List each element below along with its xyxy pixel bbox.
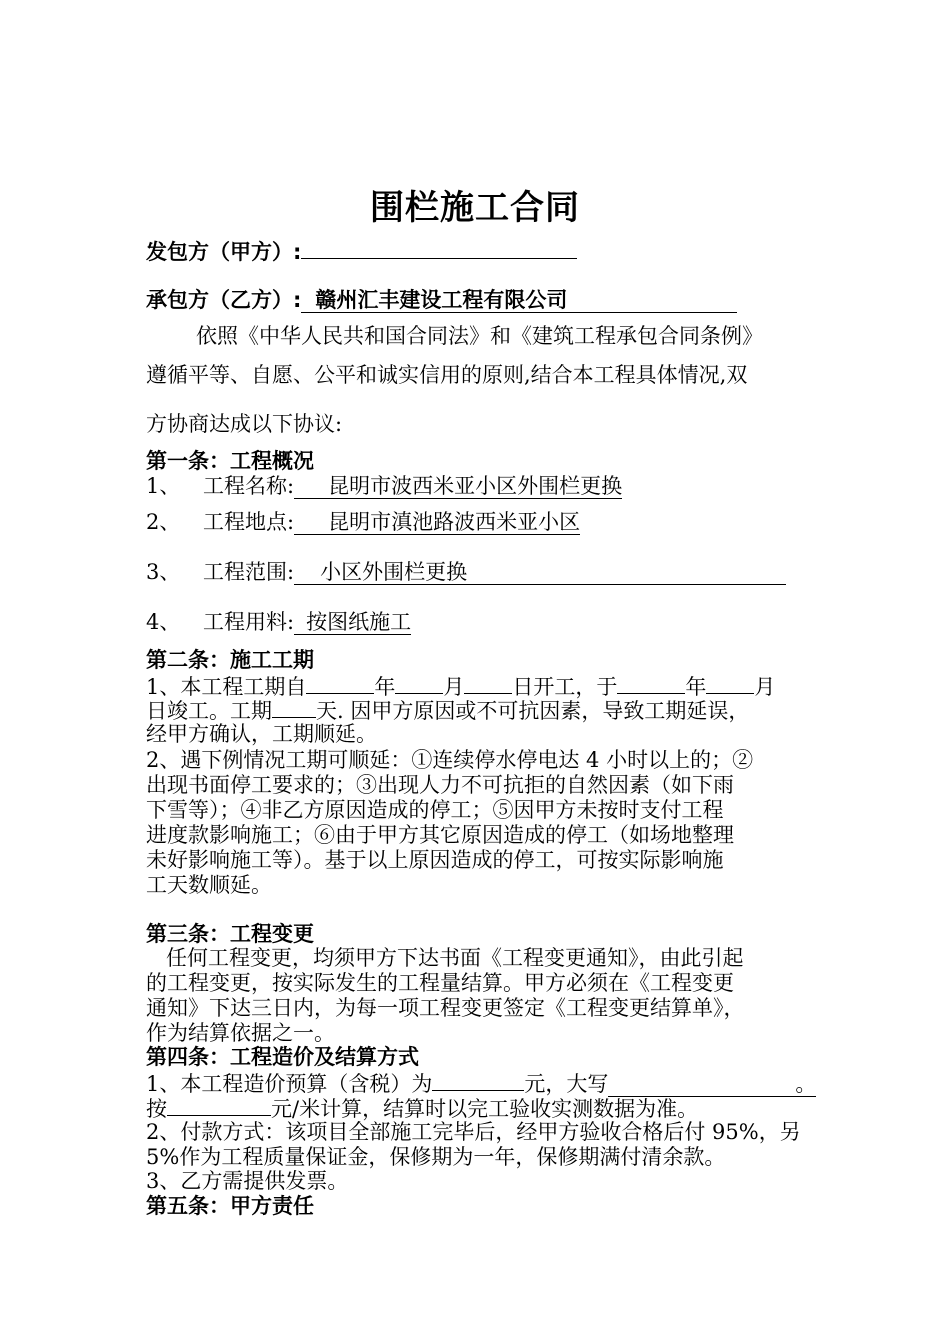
schedule-line-5: 出现书面停工要求的；③出现人力不可抗拒的自然因素（如下雨: [146, 773, 734, 797]
schedule-line-9: 工天数顺延。: [146, 873, 272, 897]
project-item-4: 4、 工程用料: 按图纸施工: [146, 610, 412, 634]
duration-days-blank: [272, 699, 316, 718]
price-line-1: 1、本工程造价预算（含税）为 元，大写 。: [146, 1072, 817, 1096]
party-b-name: 赣州汇丰建设工程有限公司: [301, 290, 737, 313]
intro-line-2: 遵循平等、自愿、公平和诚实信用的原则,结合本工程具体情况,双: [146, 363, 748, 387]
party-b-line: [146, 289, 737, 313]
schedule-line-7: 进度款影响施工；⑥由于甲方其它原因造成的停工（如场地整理: [146, 823, 734, 847]
project-name-value: 昆明市波西米亚小区外围栏更换: [294, 476, 622, 499]
party-b-label: 承包方（乙方）:: [146, 288, 302, 312]
project-item-3: 3、 工程范围: 小区外围栏更换: [146, 562, 786, 585]
project-location-value: 昆明市滇池路波西米亚小区: [294, 512, 580, 535]
project-item-2: 2、 工程地点: 昆明市滇池路波西米亚小区: [146, 510, 581, 534]
article-5-heading: 第五条：甲方责任: [146, 1194, 314, 1218]
start-day-blank: [464, 675, 512, 694]
party-a-blank: [301, 240, 577, 259]
price-line-5: 3、乙方需提供发票。: [146, 1169, 349, 1193]
document-title: 围栏施工合同: [370, 188, 580, 228]
change-line-4: 作为结算依据之一。: [146, 1021, 335, 1045]
start-month-blank: [395, 675, 443, 694]
schedule-line-6: 下雪等）；④非乙方原因造成的停工；⑤因甲方未按时支付工程: [146, 798, 724, 822]
party-a-line: [146, 240, 577, 263]
amount-in-words-blank: 。: [608, 1074, 816, 1097]
schedule-line-8: 未好影响施工等）。基于以上原因造成的停工，可按实际影响施: [146, 848, 724, 872]
article-1-heading: 第一条：工程概况: [146, 449, 314, 473]
budget-amount-blank: [432, 1072, 524, 1091]
article-2-heading: 第二条：施工工期: [146, 648, 314, 672]
price-line-4: 5%作为工程质量保证金，保修期为一年，保修期满付清余款。: [146, 1145, 726, 1169]
article-4-heading: 第四条：工程造价及结算方式: [146, 1045, 419, 1069]
end-month-blank: [706, 675, 754, 694]
schedule-line-1: 1、本工程工期自 年 月 日开工，于 年 月: [146, 675, 776, 699]
price-line-3: 2、付款方式：该项目全部施工完毕后，经甲方验收合格后付 95%，另: [146, 1120, 801, 1144]
start-year-blank: [306, 675, 374, 694]
schedule-line-4: 2、遇下例情况工期可顺延：①连续停水停电达 4 小时以上的；②: [146, 748, 754, 772]
intro-line-3: 方协商达成以下协议:: [146, 412, 343, 436]
price-line-2: 按 元/米计算，结算时以完工验收实测数据为准。: [146, 1097, 699, 1121]
schedule-line-3: 经甲方确认，工期顺延。: [146, 722, 377, 746]
change-line-1: 任何工程变更，均须甲方下达书面《工程变更通知》，由此引起: [166, 946, 744, 970]
party-a-label: 发包方（甲方）:: [146, 240, 302, 264]
change-line-3: 通知》下达三日内，为每一项工程变更签定《工程变更结算单》，: [146, 996, 745, 1020]
project-materials-value: 按图纸施工: [294, 612, 411, 635]
unit-price-blank: [167, 1097, 271, 1116]
intro-line-1: 依照《中华人民共和国合同法》和《建筑工程承包合同条例》: [196, 324, 763, 348]
project-item-1: 1、 工程名称: 昆明市波西米亚小区外围栏更换: [146, 474, 623, 498]
schedule-line-2: 日竣工。工期 天. 因甲方原因或不可抗因素，导致工期延误，: [146, 699, 750, 723]
end-year-blank: [617, 675, 685, 694]
project-scope-value: 小区外围栏更换: [294, 562, 786, 585]
article-3-heading: 第三条：工程变更: [146, 922, 314, 946]
change-line-2: 的工程变更，按实际发生的工程量结算。甲方必须在《工程变更: [146, 971, 734, 995]
